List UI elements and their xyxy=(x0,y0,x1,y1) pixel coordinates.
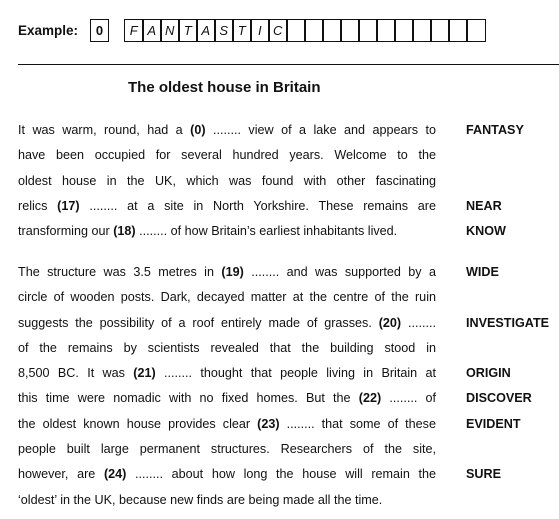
text-segment: people built large permanent structures. Researchers of the site, xyxy=(18,442,436,456)
text-line xyxy=(18,467,436,481)
text-segment: the oldest known house provides clear xyxy=(18,417,258,431)
text-segment: ........ and was supported by a xyxy=(243,265,436,279)
gap-number: (21) xyxy=(133,366,156,380)
gap-number: (22) xyxy=(358,391,382,405)
gap-number: (17) xyxy=(57,199,80,213)
text-segment: The structure was 3.5 metres in xyxy=(18,265,222,279)
text-line xyxy=(18,174,436,188)
text-segment: relics xyxy=(18,199,58,213)
keyword: INVESTIGATE xyxy=(466,316,550,330)
text-segment: ........ of xyxy=(381,391,436,405)
gap-number: (0) xyxy=(190,123,206,137)
answer-cell: A xyxy=(196,19,216,42)
text-segment: suggests the possibility of a roof entirely made of grasses. xyxy=(18,316,379,330)
answer-cell xyxy=(340,19,360,42)
text-line xyxy=(18,493,436,507)
answer-cell xyxy=(286,19,306,42)
text-segment: It was warm, round, had a xyxy=(18,123,191,137)
gap-number: (23) xyxy=(257,417,280,431)
keyword: WIDE xyxy=(466,265,499,279)
text-segment: have been occupied for several hundred years. Welcome to the xyxy=(18,148,436,162)
answer-cell: C xyxy=(268,19,288,42)
answer-cell: A xyxy=(142,19,162,42)
text-line xyxy=(18,366,436,380)
text-segment: ‘oldest’ in the UK, because new finds are being made all the time. xyxy=(18,493,383,507)
answer-cell: I xyxy=(250,19,270,42)
answer-cell xyxy=(466,19,486,42)
text-segment: this time were nomadic with no fixed homes. But the xyxy=(18,391,359,405)
gap-number: (18) xyxy=(113,224,136,238)
keyword: EVIDENT xyxy=(466,417,521,431)
text-line xyxy=(18,417,436,431)
text-segment: ........ about how long the house will remain the xyxy=(126,467,436,481)
text-line xyxy=(18,148,436,162)
text-line xyxy=(18,341,436,355)
text-segment: ........ xyxy=(401,316,436,330)
text-line xyxy=(18,224,436,238)
gap-number: (24) xyxy=(103,467,127,481)
text-segment: ........ thought that people living in Britain at xyxy=(155,366,436,380)
answer-cell: T xyxy=(178,19,198,42)
answer-cell xyxy=(322,19,342,42)
answer-cell xyxy=(304,19,324,42)
text-line xyxy=(18,316,436,330)
text-segment: transforming our xyxy=(18,224,114,238)
text-segment: however, are xyxy=(18,467,104,481)
answer-cell xyxy=(376,19,396,42)
text-segment: circle of wooden posts. Dark, decayed matter at the centre of the ruin xyxy=(18,290,436,304)
keyword: FANTASY xyxy=(466,123,524,137)
answer-cell xyxy=(394,19,414,42)
keyword: NEAR xyxy=(466,199,502,213)
keyword: KNOW xyxy=(466,224,506,238)
text-line xyxy=(18,265,436,279)
text-line xyxy=(18,442,436,456)
text-segment: ........ that some of these xyxy=(279,417,436,431)
gap-number: (19) xyxy=(221,265,244,279)
answer-cell: T xyxy=(232,19,252,42)
text-segment: of the remains by scientists revealed that the building stood in xyxy=(18,341,436,355)
answer-cell xyxy=(430,19,450,42)
answer-cell: S xyxy=(214,19,234,42)
answer-cell: N xyxy=(160,19,180,42)
answer-cell xyxy=(412,19,432,42)
example-answer-cells xyxy=(124,19,486,42)
answer-cell xyxy=(358,19,378,42)
text-line xyxy=(18,391,436,405)
text-segment: ........ at a site in North Yorkshire. These remains are xyxy=(79,199,436,213)
keyword: DISCOVER xyxy=(466,391,532,405)
text-segment: ........ view of a lake and appears to xyxy=(205,123,436,137)
text-segment: 8,500 BC. It was xyxy=(18,366,134,380)
text-segment: ........ of how Britain’s earliest inhabitants lived. xyxy=(135,224,398,238)
answer-cell xyxy=(448,19,468,42)
page-title: The oldest house in Britain xyxy=(128,79,321,96)
keyword: SURE xyxy=(466,467,501,481)
example-label: Example: xyxy=(18,23,79,38)
example-number-box: 0 xyxy=(90,19,109,42)
text-line xyxy=(18,199,436,213)
text-line xyxy=(18,290,436,304)
divider xyxy=(18,64,559,65)
answer-cell: F xyxy=(124,19,144,42)
text-segment: oldest house in the UK, which was found with other fascinating xyxy=(18,174,436,188)
text-line xyxy=(18,123,436,137)
gap-number: (20) xyxy=(378,316,402,330)
keyword: ORIGIN xyxy=(466,366,511,380)
